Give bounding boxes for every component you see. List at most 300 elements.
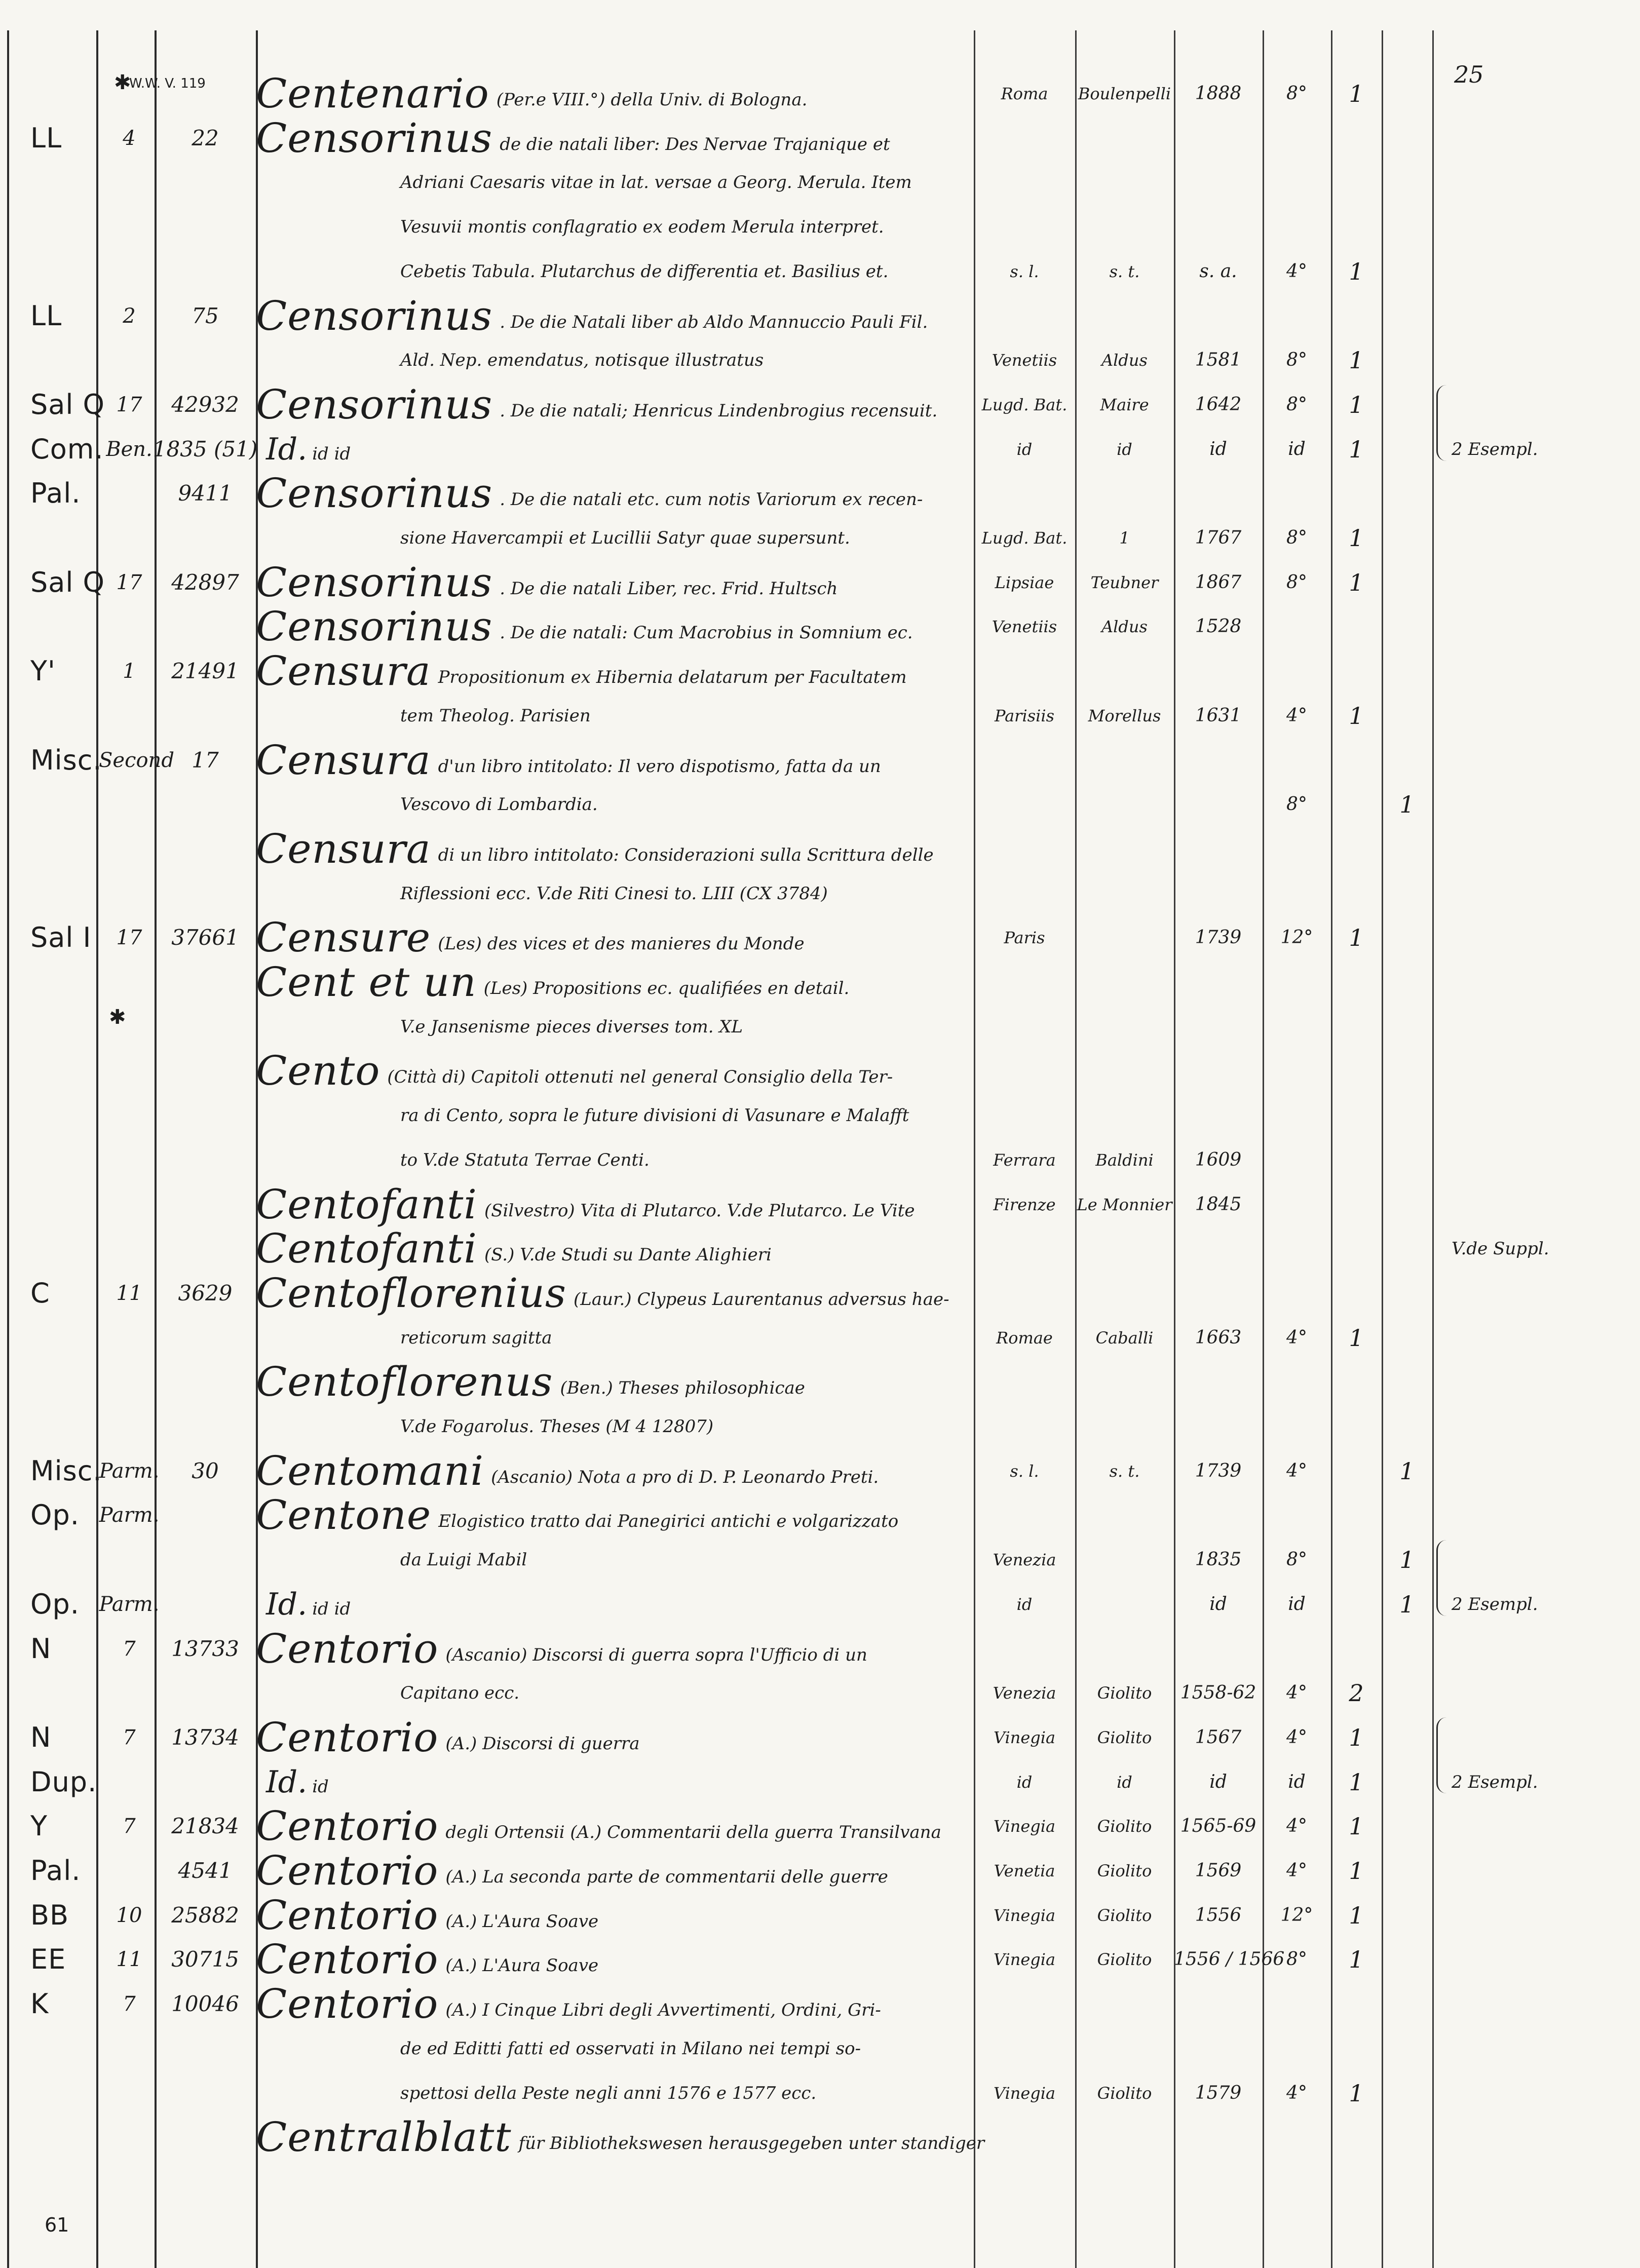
copies-count: 1 <box>1349 80 1364 107</box>
misc-copies-count <box>1382 920 1432 955</box>
copies-count <box>1331 654 1382 689</box>
copies-count <box>1331 1631 1382 1667</box>
imprint-place <box>974 2120 1075 2155</box>
book-format: 8° <box>1286 1549 1307 1570</box>
margin-note <box>1436 965 1639 1000</box>
imprint-year: id <box>1209 438 1227 459</box>
misc-copies-count <box>1382 209 1432 245</box>
shelf-volume: 17 <box>116 570 142 594</box>
entry-text <box>256 209 970 245</box>
book-format: id <box>1288 1771 1306 1792</box>
book-format <box>1263 2120 1331 2155</box>
entry-description: für Bibliothekswesen herausgegeben unter standiger <box>518 2133 985 2154</box>
imprint-place: Lugd. Bat. <box>981 395 1067 414</box>
continuation-text: Vesuvii montis conflagratio ex eodem Merula interpret. <box>400 217 884 238</box>
book-format <box>1263 1364 1331 1400</box>
shelf-volume <box>99 831 160 867</box>
entry-heading: Censure <box>256 914 431 962</box>
imprint-place: Paris <box>1004 928 1045 948</box>
margin-note <box>1436 1187 1639 1222</box>
entry-text <box>256 647 970 695</box>
imprint-place: Parisiis <box>994 706 1054 725</box>
entry-heading: Censorinus <box>256 292 493 339</box>
entry-description: di un libro intitolato: Considerazioni sulla Scrittura delle <box>438 844 934 865</box>
imprint-publisher: Giolito <box>1097 1817 1152 1836</box>
margin-note <box>1436 565 1639 600</box>
imprint-place: id <box>1016 1772 1033 1792</box>
misc-copies-count <box>1382 1631 1432 1667</box>
entry-description: degli Ortensii (A.) Commentarii della guerra Transilvana <box>445 1822 941 1843</box>
entry-description: (A.) I Cinque Libri degli Avvertimenti, Ordini, Gri- <box>445 2000 881 2021</box>
continuation-text: to V.de Statuta Terrae Centi. <box>400 1149 650 1170</box>
imprint-publisher: Giolito <box>1097 1727 1152 1747</box>
entry-text <box>256 2031 970 2066</box>
book-format <box>1263 1009 1331 1045</box>
imprint-year <box>1174 965 1263 1000</box>
margin-note <box>1436 121 1639 156</box>
continuation-text: Riflessioni ecc. V.de Riti Cinesi to. LIII (CX 3784) <box>400 883 828 904</box>
book-format <box>1263 298 1331 334</box>
misc-copies-count <box>1382 1231 1432 1266</box>
misc-copies-count <box>1382 1364 1432 1400</box>
book-format <box>1263 1231 1331 1266</box>
imprint-publisher: Giolito <box>1097 1905 1152 1925</box>
book-format: 8° <box>1286 83 1307 104</box>
misc-copies-count <box>1382 965 1432 1000</box>
shelf-mark <box>30 76 96 111</box>
inventory-number: 21491 <box>171 659 239 684</box>
copies-brace <box>1436 1540 1453 1616</box>
imprint-publisher <box>1075 831 1174 867</box>
inventory-number: 17 <box>192 747 219 773</box>
imprint-place: Vinegia <box>993 2083 1056 2103</box>
shelf-mark <box>30 1187 96 1222</box>
shelf-mark: Com. <box>30 433 104 465</box>
catalog-entry-row <box>0 558 1640 606</box>
margin-note <box>1436 609 1639 644</box>
entry-text <box>256 1542 970 1578</box>
shelf-mark: EE <box>30 1943 66 1976</box>
entry-text <box>256 1891 970 1939</box>
entry-heading: Centofanti <box>256 1180 477 1228</box>
catalog-entry-row <box>0 736 1640 784</box>
continuation-text: reticorum sagitta <box>400 1327 552 1348</box>
catalog-entry-row <box>0 1625 1640 1672</box>
inventory-number: 37661 <box>171 925 239 950</box>
inventory-number <box>152 1497 258 1533</box>
shelf-volume: Parm. <box>99 1592 160 1616</box>
margin-note: V.de Suppl. <box>1452 1239 1549 1259</box>
entry-text <box>256 165 970 200</box>
catalog-entry-row <box>0 114 1640 162</box>
imprint-year: id <box>1209 1771 1227 1792</box>
entry-heading: Censura <box>256 647 431 695</box>
continuation-text: V.e Jansenisme pieces diverses tom. XL <box>400 1016 743 1037</box>
imprint-publisher: id <box>1117 439 1132 459</box>
imprint-publisher <box>1075 1409 1174 1444</box>
entry-text <box>256 1675 970 1711</box>
imprint-place: Lipsiae <box>995 572 1054 592</box>
entry-text <box>256 1625 970 1672</box>
imprint-year <box>1174 1364 1263 1400</box>
asterisk-mark: ✱ <box>114 71 131 94</box>
misc-copies-count <box>1382 1675 1432 1711</box>
catalog-entry-row <box>0 1047 1640 1095</box>
imprint-publisher: 1 <box>1119 528 1130 548</box>
shelf-volume: 11 <box>116 1948 142 1972</box>
entry-heading: Cento <box>256 1047 380 1095</box>
imprint-year: 1556 <box>1195 1904 1242 1926</box>
continuation-text: tem Theolog. Parisien <box>400 705 591 726</box>
imprint-place: Venetia <box>994 1861 1055 1880</box>
misc-copies-count <box>1382 476 1432 511</box>
entry-description: (A.) Discorsi di guerra <box>445 1733 640 1754</box>
entry-text <box>256 520 970 556</box>
imprint-year <box>1174 1053 1263 1089</box>
book-format <box>1263 609 1331 644</box>
entry-heading: Censorinus <box>256 558 493 606</box>
copies-count <box>1331 876 1382 911</box>
book-format: 8° <box>1286 350 1307 371</box>
book-format: 4° <box>1286 2082 1307 2103</box>
entry-continuation-line <box>0 1320 1640 1356</box>
book-format: 8° <box>1286 1949 1307 1970</box>
imprint-year: 1528 <box>1195 616 1242 637</box>
entry-heading: Centorio <box>256 1891 439 1939</box>
imprint-publisher <box>1075 1542 1174 1578</box>
shelf-volume: 17 <box>116 926 142 950</box>
misc-copies-count <box>1382 1764 1432 1800</box>
margin-note <box>1436 1276 1639 1311</box>
inventory-number <box>152 1231 258 1266</box>
misc-copies-count <box>1382 1720 1432 1755</box>
imprint-year: 1569 <box>1195 1860 1242 1881</box>
catalog-entry-row <box>0 914 1640 962</box>
catalog-entry-row <box>0 1713 1640 1761</box>
catalog-entry-row <box>0 603 1640 650</box>
shelf-volume <box>99 1764 160 1800</box>
shelf-mark: Dup. <box>30 1765 97 1798</box>
entry-heading: Centone <box>256 1491 432 1539</box>
inventory-number: 22 <box>192 125 219 150</box>
entry-text <box>256 1225 970 1273</box>
entry-description: (Silvestro) Vita di Plutarco. V.de Plutarco. Le Vite <box>484 1200 915 1221</box>
shelf-mark <box>30 1231 96 1266</box>
margin-note: 2 Esempl. <box>1452 439 1538 459</box>
imprint-place: Roma <box>1001 84 1048 103</box>
inventory-number: 4541 <box>178 1858 233 1883</box>
imprint-year: 1642 <box>1195 394 1242 415</box>
copies-count <box>1331 1098 1382 1133</box>
misc-copies-count <box>1382 254 1432 289</box>
shelf-mark: K <box>30 1988 49 2020</box>
inventory-number: 30715 <box>171 1947 239 1972</box>
entry-continuation-line <box>0 209 1640 245</box>
inventory-number <box>152 965 258 1000</box>
imprint-year: 1579 <box>1195 2082 1242 2103</box>
copies-count <box>1331 1364 1382 1400</box>
imprint-place <box>974 1098 1075 1133</box>
misc-copies-count <box>1382 1942 1432 1977</box>
catalog-entry-row <box>0 1980 1640 2028</box>
entry-heading: Censura <box>256 825 431 872</box>
misc-copies-count <box>1382 1098 1432 1133</box>
misc-copies-count <box>1382 609 1432 644</box>
entry-text <box>256 380 970 428</box>
copies-count <box>1331 1276 1382 1311</box>
book-format: 12° <box>1280 1904 1313 1926</box>
entry-continuation-line <box>0 254 1640 289</box>
entry-continuation-line <box>0 342 1640 378</box>
imprint-publisher: Morellus <box>1088 706 1161 725</box>
margin-note: 2 Esempl. <box>1452 1594 1538 1614</box>
shelf-volume: Second <box>99 748 174 772</box>
shelf-mark: N <box>30 1721 52 1753</box>
book-format: 4° <box>1286 1460 1307 1481</box>
copies-count: 1 <box>1349 568 1364 596</box>
entry-text <box>256 1847 970 1894</box>
copies-count <box>1331 1009 1382 1045</box>
inventory-number <box>152 1764 258 1800</box>
misc-copies-count <box>1382 2075 1432 2111</box>
entry-text <box>256 292 970 339</box>
imprint-year: 1835 <box>1195 1549 1242 1570</box>
misc-copies-count <box>1382 1898 1432 1933</box>
folio-number: 61 <box>45 2214 69 2236</box>
shelf-mark: Op. <box>30 1588 80 1620</box>
entry-heading: Centorio <box>256 1847 439 1894</box>
imprint-publisher <box>1075 654 1174 689</box>
inventory-number <box>152 1053 258 1089</box>
entry-text <box>256 958 970 1006</box>
imprint-publisher <box>1075 876 1174 911</box>
imprint-publisher <box>1075 209 1174 245</box>
imprint-year <box>1174 1098 1263 1133</box>
imprint-year <box>1174 831 1263 867</box>
imprint-year: 1567 <box>1195 1726 1242 1748</box>
continuation-text: da Luigi Mabil <box>400 1550 527 1570</box>
margin-note <box>1436 1364 1639 1400</box>
inventory-number: 21834 <box>171 1814 239 1839</box>
imprint-publisher: Le Monnier <box>1077 1195 1172 1214</box>
copies-brace <box>1436 385 1453 461</box>
misc-copies-count: 1 <box>1399 1457 1415 1485</box>
copies-count <box>1331 2120 1382 2155</box>
imprint-place <box>974 1231 1075 1266</box>
shelf-volume: 10 <box>116 1903 142 1927</box>
misc-copies-count <box>1382 165 1432 200</box>
entry-description: (Ascanio) Nota a pro di D. P. Leonardo Preti. <box>491 1467 879 1487</box>
entry-text <box>256 603 970 650</box>
entry-heading: Censorinus <box>256 470 493 517</box>
entry-heading: Censorinus <box>256 114 493 162</box>
imprint-place <box>974 965 1075 1000</box>
entry-text <box>256 2075 970 2111</box>
catalog-entry-row <box>0 1764 1640 1800</box>
inventory-number: 42932 <box>171 392 239 417</box>
imprint-year: 1739 <box>1195 927 1242 948</box>
inventory-number: 10046 <box>171 1991 239 2017</box>
entry-text <box>256 876 970 911</box>
entry-heading: Centorio <box>256 1625 439 1672</box>
entry-text <box>256 1009 970 1045</box>
shelf-mark: BB <box>30 1899 69 1931</box>
entry-heading: Centorio <box>256 1802 439 1850</box>
continuation-text: ra di Cento, sopra le future divisioni di Vasunare e Malafft <box>400 1105 909 1126</box>
imprint-place <box>974 209 1075 245</box>
copies-count: 1 <box>1349 1946 1364 1974</box>
inventory-number <box>152 1187 258 1222</box>
imprint-publisher <box>1075 743 1174 778</box>
inventory-number: 13733 <box>171 1636 239 1661</box>
shelf-mark: Pal. <box>30 477 81 510</box>
entry-text <box>256 1269 970 1317</box>
inventory-number: 13734 <box>171 1724 239 1750</box>
imprint-year <box>1174 1276 1263 1311</box>
imprint-publisher: Caballi <box>1095 1328 1154 1348</box>
imprint-publisher: Baldini <box>1095 1150 1154 1170</box>
book-format: id <box>1288 438 1306 459</box>
entry-heading: Censorinus <box>256 603 493 650</box>
imprint-place <box>974 1276 1075 1311</box>
misc-copies-count <box>1382 520 1432 556</box>
entry-description: (S.) V.de Studi su Dante Alighieri <box>484 1245 772 1265</box>
entry-continuation-line <box>0 1009 1640 1045</box>
misc-copies-count <box>1382 876 1432 911</box>
imprint-year: id <box>1209 1593 1227 1614</box>
copies-count: 2 <box>1349 1679 1364 1707</box>
shelf-mark: Sal Q <box>30 388 105 420</box>
shelf-volume <box>99 965 160 1000</box>
entry-description: (Les) des vices et des manieres du Monde <box>438 934 805 954</box>
catalog-entry-row <box>0 1180 1640 1228</box>
imprint-year: 1739 <box>1195 1460 1242 1481</box>
entry-text <box>256 1409 970 1444</box>
imprint-place <box>974 1053 1075 1089</box>
imprint-year <box>1174 1231 1263 1266</box>
entry-text <box>256 114 970 162</box>
margin-note <box>1436 1453 1639 1489</box>
margin-note <box>1436 920 1639 955</box>
entry-text <box>256 1980 970 2028</box>
copies-count <box>1331 1542 1382 1578</box>
book-format <box>1263 1276 1331 1311</box>
catalog-entry-row <box>0 1847 1640 1894</box>
book-format: 12° <box>1280 927 1313 948</box>
misc-copies-count: 1 <box>1399 791 1415 819</box>
continuation-text: Adriani Caesaris vitae in lat. versae a Georg. Merula. Item <box>400 172 912 193</box>
imprint-year: 1565-69 <box>1180 1816 1256 1837</box>
entry-text <box>256 1447 970 1494</box>
book-format <box>1263 2031 1331 2066</box>
copies-count <box>1331 609 1382 644</box>
book-format <box>1263 1142 1331 1178</box>
continuation-text: sione Havercampii et Lucillii Satyr quae supersunt. <box>400 528 850 548</box>
shelf-volume <box>99 1187 160 1222</box>
imprint-place: s. l. <box>1010 1461 1039 1481</box>
imprint-place <box>974 1497 1075 1533</box>
entry-text <box>256 1713 970 1761</box>
book-format <box>1263 1409 1331 1444</box>
continuation-text: spettosi della Peste negli anni 1576 e 1577 ecc. <box>400 2083 817 2103</box>
imprint-year <box>1174 787 1263 822</box>
inventory-number: 30 <box>192 1458 219 1483</box>
imprint-year <box>1174 1009 1263 1045</box>
catalog-entry-row <box>0 1225 1640 1273</box>
copies-count: 1 <box>1349 1768 1364 1796</box>
imprint-year <box>1174 743 1263 778</box>
entry-text <box>256 1047 970 1095</box>
entry-description: Elogistico tratto dai Panegirici antichi e volgarizzato <box>438 1511 899 1532</box>
entry-heading: Cent et un <box>256 958 477 1006</box>
inventory-number <box>152 1587 258 1622</box>
book-format: 8° <box>1286 394 1307 415</box>
imprint-place: Venetiis <box>991 351 1057 370</box>
imprint-publisher <box>1075 1276 1174 1311</box>
entry-continuation-line <box>0 2031 1640 2066</box>
entry-text <box>256 914 970 962</box>
shelf-volume <box>99 1364 160 1400</box>
entry-continuation-line <box>0 1675 1640 1711</box>
shelf-volume <box>99 1853 160 1889</box>
misc-copies-count <box>1382 1320 1432 1356</box>
entry-text <box>256 736 970 784</box>
copies-count <box>1331 965 1382 1000</box>
imprint-place <box>974 2031 1075 2066</box>
entry-text <box>256 825 970 872</box>
copies-count: 1 <box>1349 257 1364 285</box>
misc-copies-count <box>1382 2120 1432 2155</box>
copies-count: 1 <box>1349 1324 1364 1352</box>
imprint-publisher <box>1075 1053 1174 1089</box>
entry-heading: Centofanti <box>256 1225 477 1273</box>
entry-description: (Per.e VIII.°) della Univ. di Bologna. <box>496 90 808 110</box>
entry-description: Propositionum ex Hibernia delatarum per Facultatem <box>438 667 907 688</box>
shelf-volume: 4 <box>123 126 136 150</box>
catalog-entry-row <box>0 647 1640 695</box>
continuation-text: Ald. Nep. emendatus, notisque illustratus <box>400 350 764 371</box>
margin-note <box>1436 654 1639 689</box>
entry-description: id id <box>312 1598 351 1619</box>
imprint-year: 1609 <box>1195 1149 1242 1170</box>
imprint-publisher: Giolito <box>1097 1950 1152 1970</box>
misc-copies-count <box>1382 1053 1432 1089</box>
imprint-publisher: s. t. <box>1109 261 1140 281</box>
book-format: 4° <box>1286 705 1307 726</box>
entry-continuation-line <box>0 520 1640 556</box>
catalog-entry-row <box>0 1269 1640 1317</box>
shelf-volume: 11 <box>116 1281 142 1305</box>
imprint-publisher <box>1075 1986 1174 2022</box>
imprint-publisher <box>1075 1497 1174 1533</box>
imprint-year <box>1174 476 1263 511</box>
inventory-number: 1835 (51) <box>152 436 258 462</box>
imprint-publisher: s. t. <box>1109 1461 1140 1481</box>
imprint-place: Venezia <box>993 1550 1056 1570</box>
entry-heading: Centomani <box>256 1447 484 1494</box>
misc-copies-count: 1 <box>1399 1590 1415 1618</box>
copies-brace <box>1436 1717 1453 1793</box>
imprint-place <box>974 1986 1075 2022</box>
misc-copies-count <box>1382 1409 1432 1444</box>
misc-copies-count <box>1382 121 1432 156</box>
inventory-number <box>152 76 258 111</box>
book-format <box>1263 876 1331 911</box>
copies-count <box>1331 1453 1382 1489</box>
entry-text <box>256 1491 970 1539</box>
entry-text <box>256 1587 970 1622</box>
entry-continuation-line <box>0 876 1640 911</box>
